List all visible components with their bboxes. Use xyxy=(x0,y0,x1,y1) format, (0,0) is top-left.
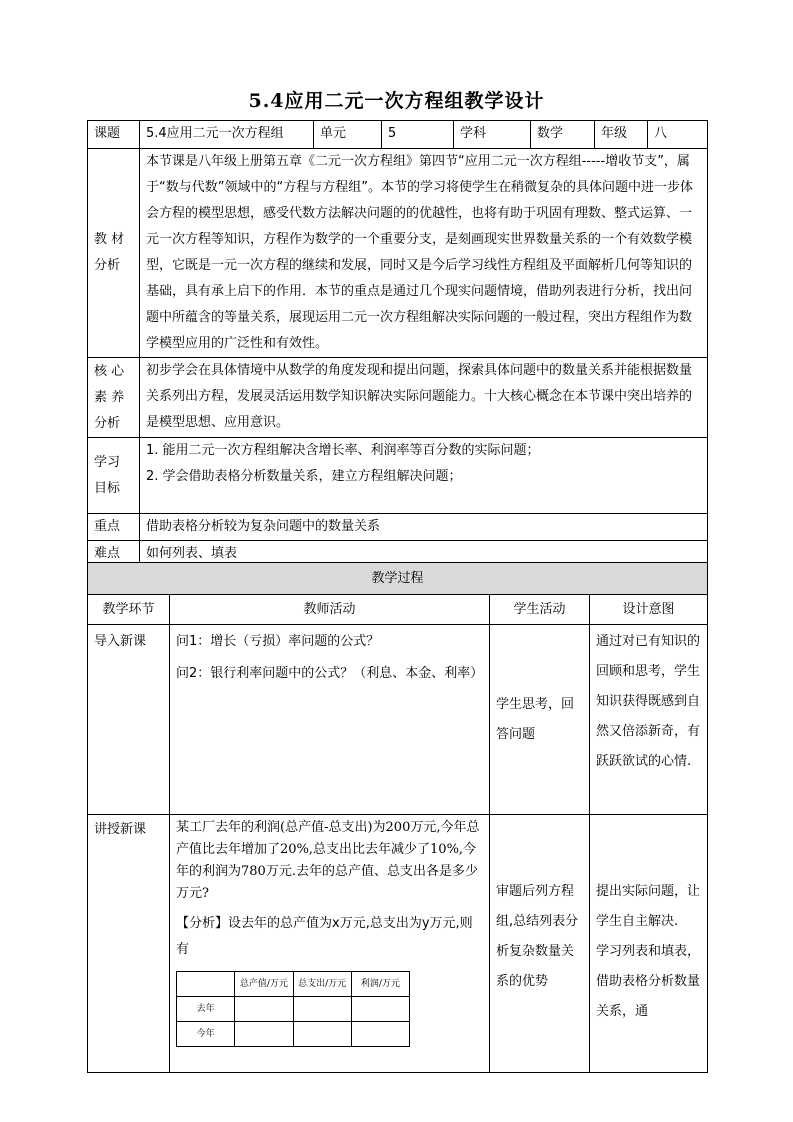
mini-cell xyxy=(293,1022,351,1047)
student-activity: 审题后列方程组,总结列表分析复杂数量关系的优势 xyxy=(490,815,590,1073)
mini-cell xyxy=(351,1022,409,1047)
grade-label: 年级 xyxy=(595,121,648,149)
mini-cell xyxy=(235,997,293,1022)
problem-text: 某工厂去年的利润(总产值-总支出)为200万元,今年总产值比去年增加了20%,总支出比去年减少了10%,今年的利润为780万元.去年的总产值、总支出各是多少万元? xyxy=(176,820,480,901)
stage-label: 导入新课 xyxy=(88,625,170,815)
analysis-mini-table xyxy=(176,971,410,1047)
design-intent: 通过对已有知识的回顾和思考，学生知识获得既感到自然又倍添新奇，有跃跃欲试的心情. xyxy=(590,625,708,815)
topic-value: 5.4应用二元一次方程组 xyxy=(140,121,314,149)
teacher-question: 问2：银行利率问题中的公式？（利息、本金、利率） xyxy=(176,666,484,681)
teacher-question: 问1：增长（亏损）率问题的公式？ xyxy=(176,634,380,649)
subject-label: 学科 xyxy=(454,121,531,149)
topic-label: 课题 xyxy=(88,121,140,149)
key-point-text: 借助表格分析较为复杂问题中的数量关系 xyxy=(140,514,708,541)
unit-value: 5 xyxy=(382,121,454,149)
unit-label: 单元 xyxy=(314,121,382,149)
goal-item: 2. 学会借助表格分析数量关系，建立方程组解决问题； xyxy=(146,469,462,484)
analysis-label: 教 材 分析 xyxy=(88,149,140,358)
column-header: 学生活动 xyxy=(490,595,590,625)
stage-label: 讲授新课 xyxy=(88,815,170,1073)
info-table xyxy=(87,120,708,568)
grade-value: 八 xyxy=(648,121,708,149)
mini-row-label: 今年 xyxy=(177,1022,235,1047)
mini-cell xyxy=(293,997,351,1022)
mini-row-label: 去年 xyxy=(177,997,235,1022)
difficulty-label: 难点 xyxy=(88,541,140,568)
key-point-label: 重点 xyxy=(88,514,140,541)
goals-label: 学习 目标 xyxy=(88,438,140,514)
mini-header: 利润/万元 xyxy=(351,972,409,997)
literacy-label: 核 心 素 养 分析 xyxy=(88,358,140,438)
mini-header: 总支出/万元 xyxy=(293,972,351,997)
subject-value: 数学 xyxy=(531,121,595,149)
goal-item: 1. 能用二元一次方程组解决含增长率、利润率等百分数的实际问题； xyxy=(146,443,540,458)
goals-list xyxy=(140,438,708,514)
process-table xyxy=(87,562,708,1073)
mini-header: 总产值/万元 xyxy=(235,972,293,997)
difficulty-text: 如何列表、填表 xyxy=(140,541,708,568)
column-header: 教学环节 xyxy=(88,595,170,625)
mini-header xyxy=(177,972,235,997)
teacher-activity xyxy=(170,625,490,815)
analysis-text: 本节课是八年级上册第五章《二元一次方程组》第四节“应用二元一次方程组-----增收节支”，属于“数与代数”领域中的“方程与方程组”。本节的学习将使学生在稍微复杂的具体问题中进一步体会方程的模型思想，感受代数方法解决问题的的优越性，也将有助于巩固有理数、整式运算、一元一次方程等知识，方程作为数学的一个重要分支，是刻画现实世界数量关系的一个有效数学模型，它既是一元一次方程的继续和发展，同时又是今后学习线性方程组及平面解析几何等知识的基础，具有承上启下的作用．本节的重点是通过几个现实问题情境，借助列表进行分析，找出问题中所蕴含的等量关系，展现运用二元一次方程组解决实际问题的一般过程，突出方程组作为数学模型应用的广泛性和有效性。 xyxy=(140,149,708,358)
mini-cell xyxy=(351,997,409,1022)
student-activity: 学生思考，回答问题 xyxy=(490,625,590,815)
literacy-text: 初步学会在具体情境中从数学的角度发现和提出问题，探索具体问题中的数量关系并能根据数量关系列出方程，发展灵活运用数学知识解决实际问题能力。十大核心概念在本节课中突出培养的是模型思想、应用意识。 xyxy=(140,358,708,438)
column-header: 设计意图 xyxy=(590,595,708,625)
analysis-hint: 【分析】设去年的总产值为x万元,总支出为y万元,则有 xyxy=(176,916,473,957)
teacher-activity xyxy=(170,815,490,1073)
column-header: 教师活动 xyxy=(170,595,490,625)
mini-cell xyxy=(235,1022,293,1047)
design-intent: 提出实际问题，让学生自主解决. 学习列表和填表，借助表格分析数量关系，通 xyxy=(590,815,708,1073)
process-header: 教学过程 xyxy=(88,563,708,595)
document-title: 5.4应用二元一次方程组教学设计 xyxy=(248,90,545,112)
